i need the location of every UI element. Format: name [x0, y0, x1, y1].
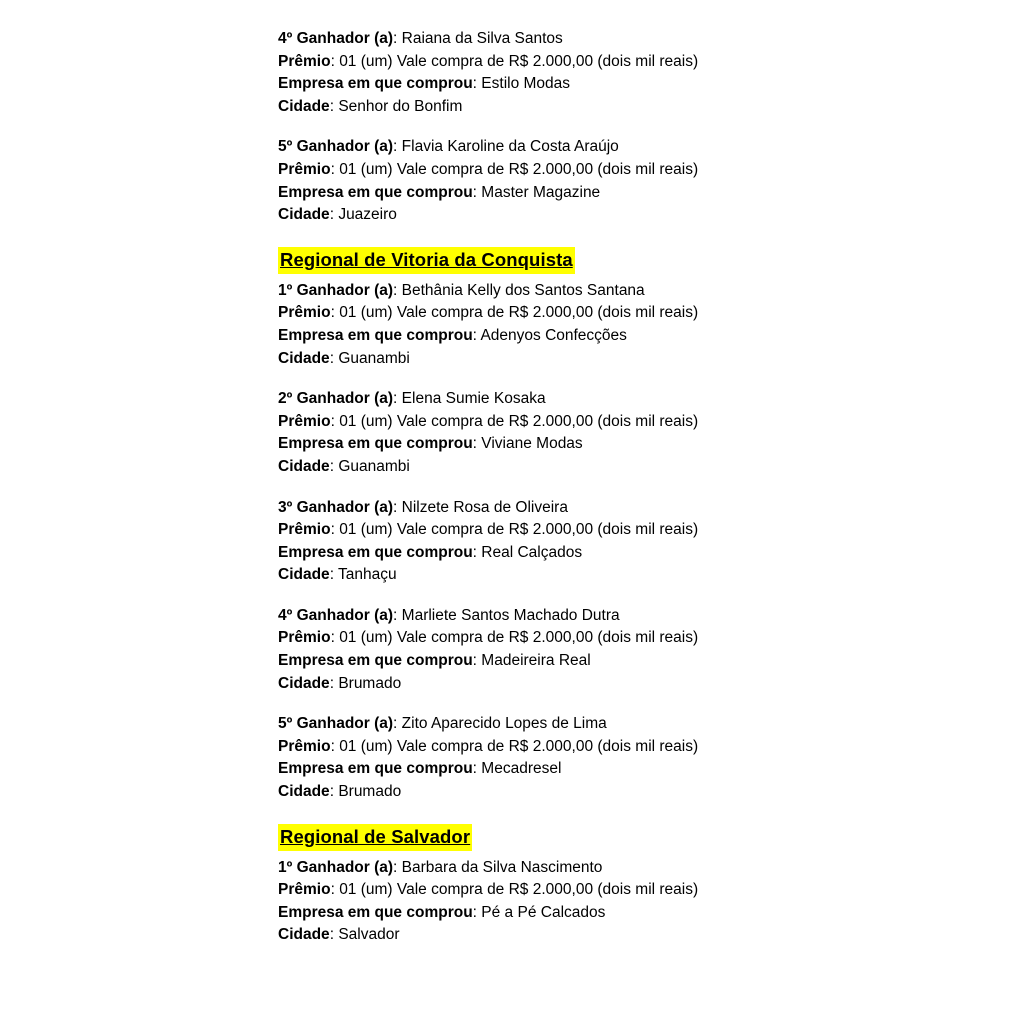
winner-label: 4º Ganhador (a) [278, 30, 394, 47]
prize-line [278, 736, 978, 759]
prize-line [278, 159, 978, 182]
winner-entry [278, 388, 978, 478]
company-value: : Pé a Pé Calcados [472, 903, 606, 921]
document-body [278, 28, 978, 947]
city-label: Cidade [278, 674, 330, 692]
winner-name: : Zito Aparecido Lopes de Lima [393, 715, 607, 733]
company-line [278, 542, 978, 565]
city-value: : Salvador [329, 926, 400, 944]
regional-section-vitoria-da-conquista [278, 247, 978, 804]
section-heading: Regional de Vitoria da Conquista [278, 247, 575, 274]
winner-name: : Barbara da Silva Nascimento [393, 858, 603, 876]
company-label: Empresa em que comprou [278, 435, 473, 453]
prize-value: : 01 (um) Vale compra de R$ 2.000,00 (dois mil reais) [330, 737, 699, 755]
winner-name-line [278, 28, 978, 51]
prize-value: : 01 (um) Vale compra de R$ 2.000,00 (dois mil reais) [330, 304, 699, 322]
city-line [278, 673, 978, 696]
prize-line [278, 879, 978, 902]
city-line [278, 924, 978, 947]
winner-name: : Flavia Karoline da Costa Araújo [393, 138, 619, 156]
prize-line [278, 519, 978, 542]
city-value: : Juazeiro [329, 206, 397, 224]
company-line [278, 758, 978, 781]
prize-value: : 01 (um) Vale compra de R$ 2.000,00 (dois mil reais) [330, 412, 699, 430]
city-value: : Guanambi [329, 349, 410, 367]
prize-label: Prêmio [278, 629, 331, 647]
company-line [278, 650, 978, 673]
prize-line [278, 302, 978, 325]
city-line [278, 96, 978, 119]
prize-label: Prêmio [278, 160, 331, 178]
company-line [278, 902, 978, 925]
city-line [278, 348, 978, 371]
section-heading-wrap [278, 247, 978, 276]
company-label: Empresa em que comprou [278, 183, 473, 201]
city-value: : Brumado [329, 783, 402, 801]
winner-group-continuation [278, 28, 978, 227]
winner-name-line [278, 388, 978, 411]
prize-label: Prêmio [278, 52, 331, 70]
winner-label: 1º Ganhador (a) [278, 858, 394, 876]
city-label: Cidade [278, 783, 330, 801]
city-value: : Guanambi [329, 457, 410, 475]
winner-entry [278, 497, 978, 587]
city-value: : Tanhaçu [329, 566, 397, 584]
city-line [278, 456, 978, 479]
section-heading-wrap [278, 824, 978, 853]
prize-value: : 01 (um) Vale compra de R$ 2.000,00 (dois mil reais) [330, 521, 699, 539]
company-label: Empresa em que comprou [278, 903, 473, 921]
company-line [278, 73, 978, 96]
company-value: : Real Calçados [472, 543, 583, 561]
company-label: Empresa em que comprou [278, 760, 473, 778]
winner-name: : Marliete Santos Machado Dutra [393, 606, 620, 624]
city-label: Cidade [278, 926, 330, 944]
company-line [278, 325, 978, 348]
winner-entry [278, 28, 978, 118]
winner-label: 1º Ganhador (a) [278, 281, 394, 299]
company-line [278, 433, 978, 456]
winner-name: : Nilzete Rosa de Oliveira [393, 498, 568, 516]
company-label: Empresa em que comprou [278, 652, 473, 670]
company-label: Empresa em que comprou [278, 75, 473, 93]
city-value: : Senhor do Bonfim [329, 97, 463, 115]
company-line [278, 182, 978, 205]
prize-label: Prêmio [278, 881, 331, 899]
prize-label: Prêmio [278, 304, 331, 322]
winner-entry [278, 136, 978, 226]
prize-line [278, 411, 978, 434]
winner-entry [278, 280, 978, 370]
city-label: Cidade [278, 97, 330, 115]
winner-label: 4º Ganhador (a) [278, 606, 394, 624]
city-line [278, 204, 978, 227]
prize-value: : 01 (um) Vale compra de R$ 2.000,00 (dois mil reais) [330, 629, 699, 647]
winner-entry [278, 857, 978, 947]
city-label: Cidade [278, 457, 330, 475]
company-label: Empresa em que comprou [278, 543, 473, 561]
company-label: Empresa em que comprou [278, 326, 473, 344]
winner-name-line [278, 136, 978, 159]
company-value: : Madeireira Real [472, 652, 591, 670]
company-value: : Estilo Modas [472, 75, 571, 93]
winner-name-line [278, 280, 978, 303]
regional-section-salvador [278, 824, 978, 947]
winner-entry [278, 605, 978, 695]
company-value: : Mecadresel [472, 760, 562, 778]
winner-name-line [278, 857, 978, 880]
company-value: : Viviane Modas [472, 435, 583, 453]
city-value: : Brumado [329, 674, 402, 692]
prize-value: : 01 (um) Vale compra de R$ 2.000,00 (dois mil reais) [330, 160, 699, 178]
prize-label: Prêmio [278, 521, 331, 539]
winner-name: : Raiana da Silva Santos [393, 30, 563, 47]
winner-name-line [278, 605, 978, 628]
section-heading: Regional de Salvador [278, 824, 472, 851]
winner-name: : Elena Sumie Kosaka [393, 390, 546, 408]
prize-value: : 01 (um) Vale compra de R$ 2.000,00 (dois mil reais) [330, 881, 699, 899]
city-label: Cidade [278, 206, 330, 224]
city-label: Cidade [278, 349, 330, 367]
winner-entry [278, 713, 978, 803]
winner-label: 5º Ganhador (a) [278, 138, 394, 156]
winner-name-line [278, 713, 978, 736]
prize-value: : 01 (um) Vale compra de R$ 2.000,00 (dois mil reais) [330, 52, 699, 70]
prize-label: Prêmio [278, 412, 331, 430]
company-value: : Adenyos Confecções [472, 326, 627, 344]
city-label: Cidade [278, 566, 330, 584]
company-value: : Master Magazine [472, 183, 601, 201]
city-line [278, 564, 978, 587]
winner-name-line [278, 497, 978, 520]
winner-label: 3º Ganhador (a) [278, 498, 394, 516]
city-line [278, 781, 978, 804]
winner-name: : Bethânia Kelly dos Santos Santana [393, 281, 645, 299]
winner-label: 2º Ganhador (a) [278, 390, 394, 408]
prize-line [278, 51, 978, 74]
prize-line [278, 627, 978, 650]
prize-label: Prêmio [278, 737, 331, 755]
winner-label: 5º Ganhador (a) [278, 715, 394, 733]
